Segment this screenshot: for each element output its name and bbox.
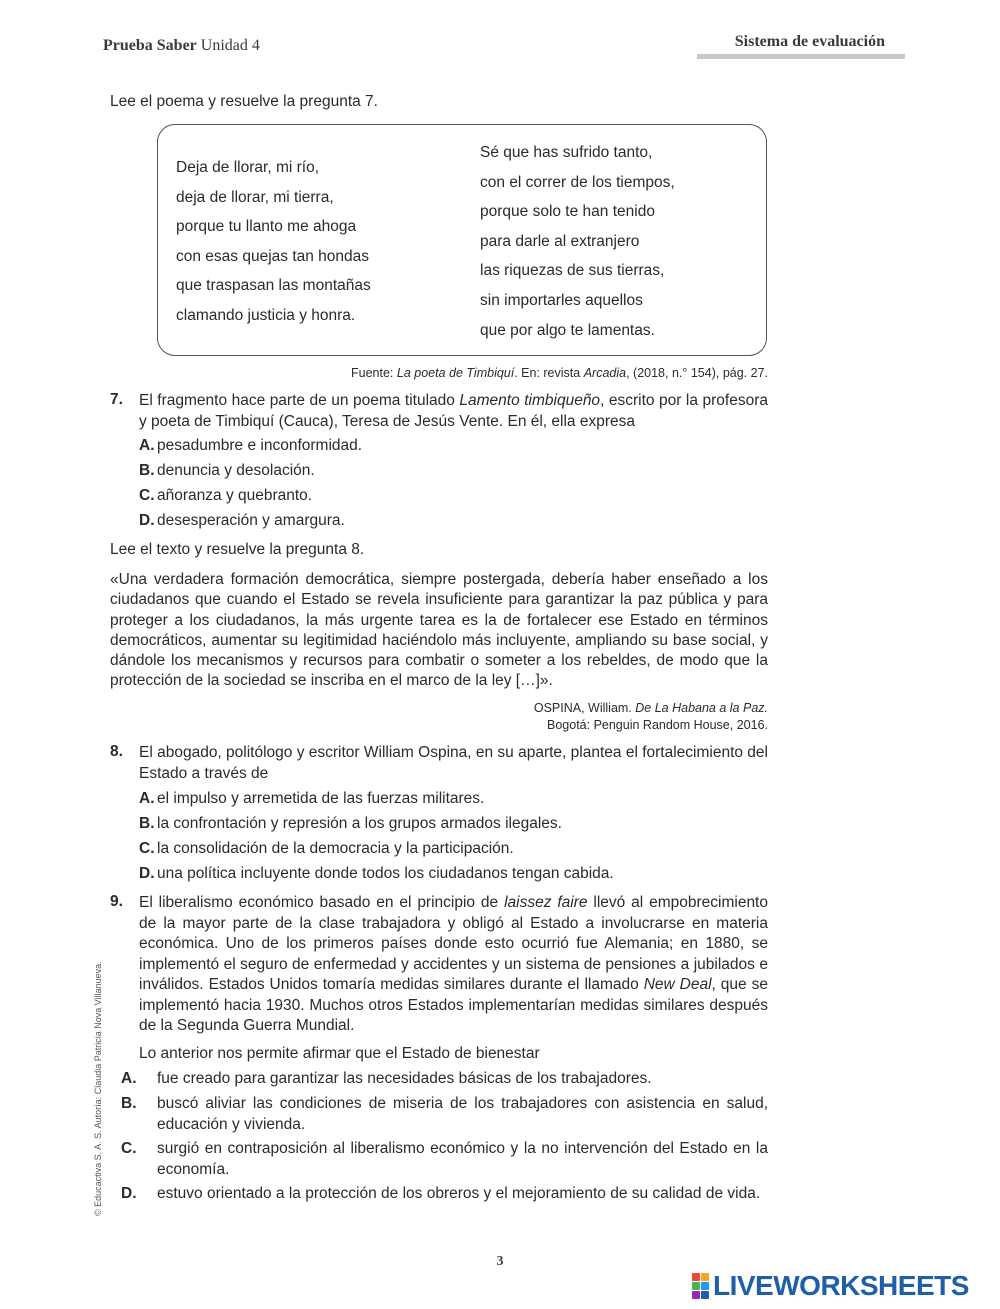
header-title-rest: Unidad 4 <box>196 37 260 54</box>
poem-line: con esas quejas tan hondas <box>176 247 370 265</box>
option-letter: A. <box>139 437 155 454</box>
poem-source <box>157 366 768 380</box>
q9-option-a[interactable] <box>121 1069 768 1090</box>
quote-book: De La Habana a la Paz. <box>635 701 768 715</box>
q9-text-mid: llevó al empobrecimiento de la mayor parte de la clase trabajadora y obligó al Estado a involucrarse en materia económica. Uno de los primeros países donde esto ocurrió fue Alemania; en 1880, se implementó el seguro de enfermedad y accidentes y un sistema de pensiones a jubilados e inválidos. Estados Unidos tomaría medidas similares durante el llamado <box>139 894 768 993</box>
option-text: buscó aliviar las condiciones de miseria de los trabajadores con asistencia en salud, educación y vivienda. <box>157 1095 768 1133</box>
q9-text-post: , que se implementó hacia 1930. Muchos otros Estados implementarían medidas similares después de la Segunda Guerra Mundial. <box>139 976 768 1034</box>
q8-option-d[interactable] <box>139 864 768 885</box>
poem-line: las riquezas de sus tierras, <box>480 262 665 280</box>
poem-line: para darle al extranjero <box>480 232 640 250</box>
q8-option-a[interactable] <box>139 789 768 810</box>
header-title <box>103 37 260 55</box>
source-mid: . En: revista <box>514 366 584 380</box>
quote-publisher: Bogotá: Penguin Random House, 2016. <box>547 718 768 732</box>
question-8-text: El abogado, politólogo y escritor William Ospina, en su aparte, plantea el fortalecimiento del Estado a través de <box>139 744 768 782</box>
poem-right-column <box>480 138 675 345</box>
option-letter: D. <box>121 1185 137 1202</box>
option-text: fue creado para garantizar las necesidades básicas de los trabajadores. <box>157 1070 652 1087</box>
q7-text-pre: El fragmento hace parte de un poema titulado <box>139 392 460 409</box>
brand-block <box>701 1273 709 1281</box>
poem-instruction: Lee el poema y resuelve la pregunta 7. <box>110 93 378 110</box>
option-text: desesperación y amargura. <box>157 512 345 529</box>
brand-block <box>701 1282 709 1290</box>
q9-option-c[interactable] <box>121 1139 768 1180</box>
brand-grid-icon <box>692 1273 709 1299</box>
page-number: 3 <box>496 1254 504 1269</box>
q7-poem-title: Lamento timbiqueño <box>459 392 601 409</box>
poem-line: que traspasan las montañas <box>176 277 371 295</box>
question-7-text <box>139 391 768 432</box>
quote-source <box>110 700 768 734</box>
option-text: surgió en contraposición al liberalismo económico y la no intervención del Estado en la economía. <box>157 1140 768 1178</box>
option-letter: C. <box>139 840 155 857</box>
poem-box <box>157 124 767 356</box>
brand-block <box>701 1291 709 1299</box>
q7-option-b[interactable] <box>139 461 768 482</box>
poem-line: porque tu llanto me ahoga <box>176 218 357 236</box>
question-9-number: 9. <box>110 893 123 910</box>
brand-name: LIVEWORKSHEETS <box>713 1270 969 1301</box>
option-letter: A. <box>121 1070 137 1087</box>
poem-line: porque solo te han tenido <box>480 203 655 221</box>
option-letter: A. <box>139 790 155 807</box>
question-8-number: 8. <box>110 743 123 760</box>
option-letter: B. <box>121 1095 137 1112</box>
header-section-label: Sistema de evaluación <box>734 33 885 50</box>
header-section <box>697 33 905 59</box>
source-suffix: , (2018, n.° 154), pág. 27. <box>626 366 768 380</box>
text-instruction: Lee el texto y resuelve la pregunta 8. <box>110 541 365 558</box>
q7-text-post: , escrito por la profesora y poeta de Timbiquí (Cauca), Teresa de Jesús Vente. En él, ella expresa <box>139 392 768 430</box>
option-letter: B. <box>139 462 155 479</box>
option-letter: D. <box>139 512 155 529</box>
brand-block <box>692 1291 700 1299</box>
poem-line: sin importarles aquellos <box>480 291 643 309</box>
header-rule <box>697 54 905 59</box>
q9-new-deal: New Deal <box>643 976 712 993</box>
q9-option-d[interactable] <box>121 1184 768 1205</box>
source-magazine: Arcadia <box>583 366 627 380</box>
poem-line: que por algo te lamentas. <box>480 321 655 339</box>
option-text: estuvo orientado a la protección de los obreros y el mejoramiento de su calidad de vida. <box>157 1185 761 1202</box>
copyright-note: © Educactiva S. A. S. Autoría: Claudia Patricia Nova Villanueva. <box>93 961 103 1216</box>
option-letter: C. <box>121 1140 137 1157</box>
option-letter: B. <box>139 815 155 832</box>
poem-line: deja de llorar, mi tierra, <box>176 188 334 206</box>
q7-option-d[interactable] <box>139 511 768 532</box>
brand-block <box>692 1273 700 1281</box>
q8-option-c[interactable] <box>139 839 768 860</box>
q9-text-pre: El liberalismo económico basado en el principio de <box>139 894 505 911</box>
option-text: el impulso y arremetida de las fuerzas militares. <box>157 790 485 807</box>
option-text: denuncia y desolación. <box>157 462 315 479</box>
option-letter: D. <box>139 865 155 882</box>
poem-line: Deja de llorar, mi río, <box>176 159 319 176</box>
poem-line: clamando justicia y honra. <box>176 306 356 324</box>
option-text: la consolidación de la democracia y la participación. <box>157 840 514 857</box>
poem-left-column <box>176 153 371 331</box>
q7-option-a[interactable] <box>139 436 768 457</box>
poem-line: Sé que has sufrido tanto, <box>480 144 653 161</box>
quote-author: OSPINA, William. <box>533 701 636 715</box>
option-text: una política incluyente donde todos los ciudadanos tengan cabida. <box>157 865 614 882</box>
option-letter: C. <box>139 487 155 504</box>
option-text: añoranza y quebranto. <box>157 487 313 504</box>
q7-option-c[interactable] <box>139 486 768 507</box>
q9-option-b[interactable] <box>121 1094 768 1135</box>
question-9-text <box>139 893 768 1037</box>
q8-option-b[interactable] <box>139 814 768 835</box>
brand-block <box>692 1282 700 1290</box>
header-title-bold: Prueba Saber <box>103 37 197 54</box>
poem-line: con el correr de los tiempos, <box>480 173 675 191</box>
source-work: La poeta de Timbiquí <box>396 366 515 380</box>
quote-source-line1 <box>110 700 768 717</box>
option-text: la confrontación y represión a los grupos armados ilegales. <box>157 815 562 832</box>
source-prefix: Fuente: <box>351 366 397 380</box>
option-text: pesadumbre e inconformidad. <box>157 437 363 454</box>
ospina-quote: «Una verdadera formación democrática, siempre postergada, debería haber enseñado a los ciudadanos que cuando el Estado se revela insuficiente para garantizar la paz pública y para proteger a los ciudadanos, la más urgente tarea es la de fortalecer ese Estado en términos democráticos, aumentar su legitimidad haciéndolo más incluyente, ampliando su base social, y dándole los mecanismos y recursos para combatir o someter a los rebeldes, de modo que la protección de la sociedad se inscriba en el marco de la ley […]». <box>110 571 768 690</box>
question-9-prompt: Lo anterior nos permite afirmar que el Estado de bienestar <box>139 1045 540 1062</box>
question-7-number: 7. <box>110 391 123 408</box>
q9-laissez-faire: laissez faire <box>504 894 588 911</box>
liveworksheets-logo[interactable] <box>692 1270 969 1302</box>
